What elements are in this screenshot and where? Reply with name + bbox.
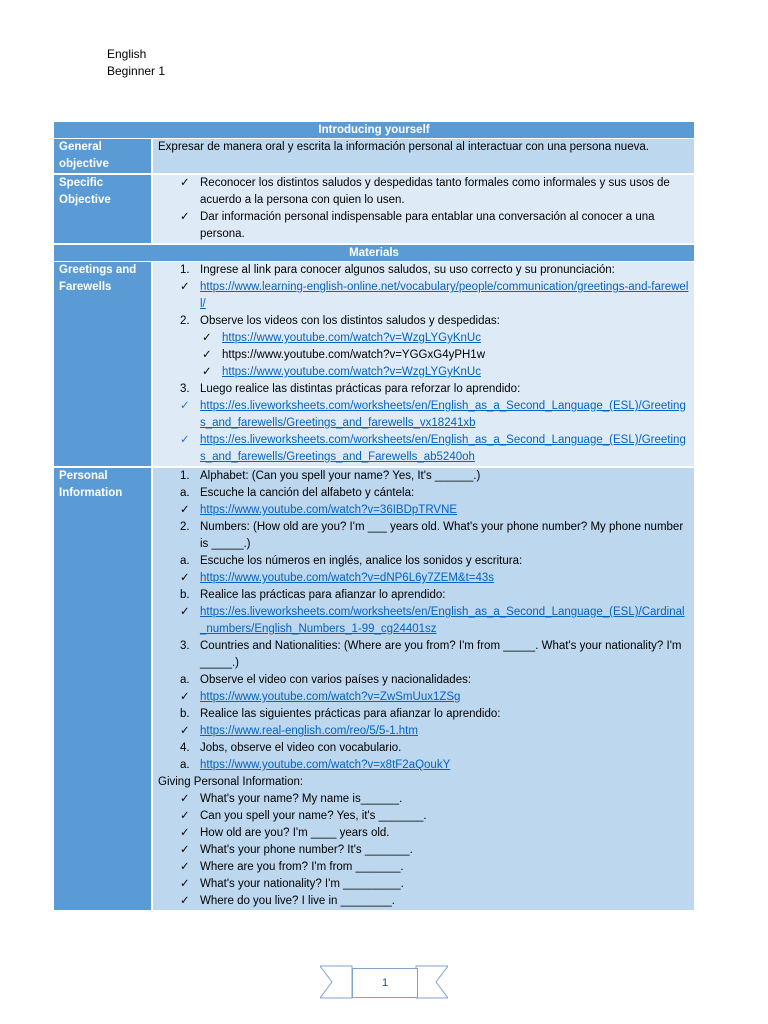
check-icon: ✓	[180, 504, 190, 516]
check-icon: ✓	[202, 332, 212, 344]
check-icon: ✓	[180, 878, 190, 890]
greetings-label: Greetings and Farewells	[54, 262, 152, 468]
check-icon: ✓	[180, 211, 190, 223]
personal-info-row: Personal Information 1. Alphabet: (Can you spell your name? Yes, It's ______.) a. Escuche la canción del alfabeto y cántela: ✓ https://www.youtube.com/watch?v=36IBDpTRVNE 2. Numbers: (How old are you? I'm ___ years old. What's your phone number? My phone number is _____.) a. Escuche los números en inglés, analice los sonidos y escritura: ✓ https://www.youtube.com/watch?v=dNP6L6y7ZEM&t=43s b. Realice las prácticas para afianzar lo aprendido: ✓ https://es.liveworksheets.com/worksheets/en/English_as_a_Second_Language_(ESL)/Cardinal_numbers/English_Numbers_1-99_cg24401sz 3. Countries and Nationalities: (Where are you from? I'm from _____. What's your nationality? I'm _____.) a. Observe el video con varios países y nacionalidades: ✓ https://www.youtube.com/watch?v=ZwSmUux1ZSg b. Realice las siguientes prácticas para afianzar lo aprendido: ✓ https://www.real-english.com/reo/5/5-1.htm 4. Jobs, observe el video con vocabulario. a. https://www.youtube.com/watch?v=x8tF2aQoukY Giving Personal Information: ✓ What's your name? My name is______. ✓ Can you spell your name? Yes, it's _______. ✓ How old are you? I'm ____ years old. ✓ What's your phone number? It's _______. ✓ Where are you from? I'm from _______. ✓ What's your nationality? I'm _________. ✓ Where do you live? I live in ________.	[54, 467, 694, 911]
list-item: ✓ What's your nationality? I'm _________.	[158, 876, 689, 893]
personal-info-label: Personal Information	[54, 467, 152, 911]
check-icon: ✓	[180, 400, 190, 412]
numbers-link[interactable]: https://www.youtube.com/watch?v=dNP6L6y7ZEM&t=43s	[200, 572, 495, 584]
lesson-table	[54, 121, 694, 912]
list-item: ✓ Dar información personal indispensable para entablar una conversación al conocer a una persona.	[158, 209, 689, 243]
title-row	[54, 122, 694, 139]
table-title: Introducing yourself	[54, 122, 694, 139]
specific-objective-row	[54, 174, 694, 244]
greetings-row: Greetings and Farewells 1. Ingrese al link para conocer algunos saludos, su uso correcto y su pronunciación: ✓ https://www.learning-english-online.net/vocabulary/people/communication/greetings-and-farewell/ 2. Observe los videos con los distintos saludos y despedidas: ✓ https://www.youtube.com/watch?v=WzgLYGyKnUc ✓ https://www.youtube.com/watch?v=YGGxG4yPH1w ✓ https://www.youtube.com/watch?v=WzgLYGyKnUc 3. Luego realice las distintas prácticas para reforzar lo aprendido: ✓ https://es.liveworksheets.com/worksheets/en/English_as_a_Second_Language_(ESL)/Greetings_and_farewells/Greetings_and_farewells_vx18241xb ✓ https://es.liveworksheets.com/worksheets/en/English_as_a_Second_Language_(ESL)/Greetings_and_farewells/Greetings_and_Farewells_ab5240oh	[54, 262, 694, 468]
check-icon: ✓	[180, 861, 190, 873]
list-item: ✓ Reconocer los distintos saludos y despedidas tanto formales como informales y sus usos de acuerdo a la persona con quien lo usen.	[158, 175, 689, 209]
materials-row	[54, 244, 694, 262]
jobs-link[interactable]: https://www.youtube.com/watch?v=x8tF2aQoukY	[200, 759, 451, 771]
check-icon: ✓	[180, 606, 190, 618]
check-icon: ✓	[180, 895, 190, 907]
document-header	[107, 46, 165, 80]
general-objective-text: Expresar de manera oral y escrita la información personal al interactuar con una persona nueva.	[152, 139, 694, 175]
course-level: Beginner 1	[107, 64, 166, 78]
check-icon: ✓	[180, 827, 190, 839]
check-icon: ✓	[202, 366, 212, 378]
check-icon: ✓	[180, 177, 190, 189]
countries-practice-link[interactable]: https://www.real-english.com/reo/5/5-1.htm	[200, 725, 418, 737]
general-objective-label: General objective	[54, 139, 152, 175]
giving-info-heading: Giving Personal Information:	[158, 776, 304, 788]
check-icon: ✓	[180, 844, 190, 856]
course-name: English	[107, 47, 147, 61]
check-icon: ✓	[180, 691, 190, 703]
numbers-practice-link[interactable]: https://es.liveworksheets.com/worksheets/en/English_as_a_Second_Language_(ESL)/Cardinal_numbers/English_Numbers_1-99_cg24401sz	[200, 606, 685, 635]
materials-heading: Materials	[54, 244, 694, 262]
page-number: 1	[352, 968, 418, 998]
video-text: https://www.youtube.com/watch?v=YGGxG4yPH1w	[222, 349, 486, 361]
list-item: ✓ Where do you live? I live in ________.	[158, 893, 689, 910]
list-item: ✓ Where are you from? I'm from _______.	[158, 859, 689, 876]
check-icon: ✓	[180, 793, 190, 805]
check-icon: ✓	[202, 349, 212, 361]
video-link[interactable]: https://www.youtube.com/watch?v=WzgLYGyKnUc	[222, 366, 481, 378]
specific-objective-label: Specific Objective	[54, 174, 152, 244]
check-icon: ✓	[180, 281, 190, 293]
countries-link[interactable]: https://www.youtube.com/watch?v=ZwSmUux1ZSg	[200, 691, 461, 703]
greetings-link[interactable]: https://www.learning-english-online.net/vocabulary/people/communication/greetings-and-farewell/	[200, 281, 689, 310]
practice-link[interactable]: https://es.liveworksheets.com/worksheets/en/English_as_a_Second_Language_(ESL)/Greetings_and_farewells/Greetings_and_Farewells_ab5240oh	[200, 434, 686, 463]
list-item: ✓ What's your name? My name is______.	[158, 791, 689, 808]
list-item: ✓ What's your phone number? It's _______.	[158, 842, 689, 859]
check-icon: ✓	[180, 434, 190, 446]
check-icon: ✓	[180, 572, 190, 584]
check-icon: ✓	[180, 810, 190, 822]
list-item: ✓ Can you spell your name? Yes, it's _______.	[158, 808, 689, 825]
alphabet-link[interactable]: https://www.youtube.com/watch?v=36IBDpTRVNE	[200, 504, 458, 516]
list-item: ✓ How old are you? I'm ____ years old.	[158, 825, 689, 842]
general-objective-row	[54, 139, 694, 175]
check-icon: ✓	[180, 725, 190, 737]
practice-link[interactable]: https://es.liveworksheets.com/worksheets/en/English_as_a_Second_Language_(ESL)/Greetings_and_farewells/Greetings_and_farewells_vx18241xb	[200, 400, 686, 429]
video-link[interactable]: https://www.youtube.com/watch?v=WzgLYGyKnUc	[222, 332, 481, 344]
